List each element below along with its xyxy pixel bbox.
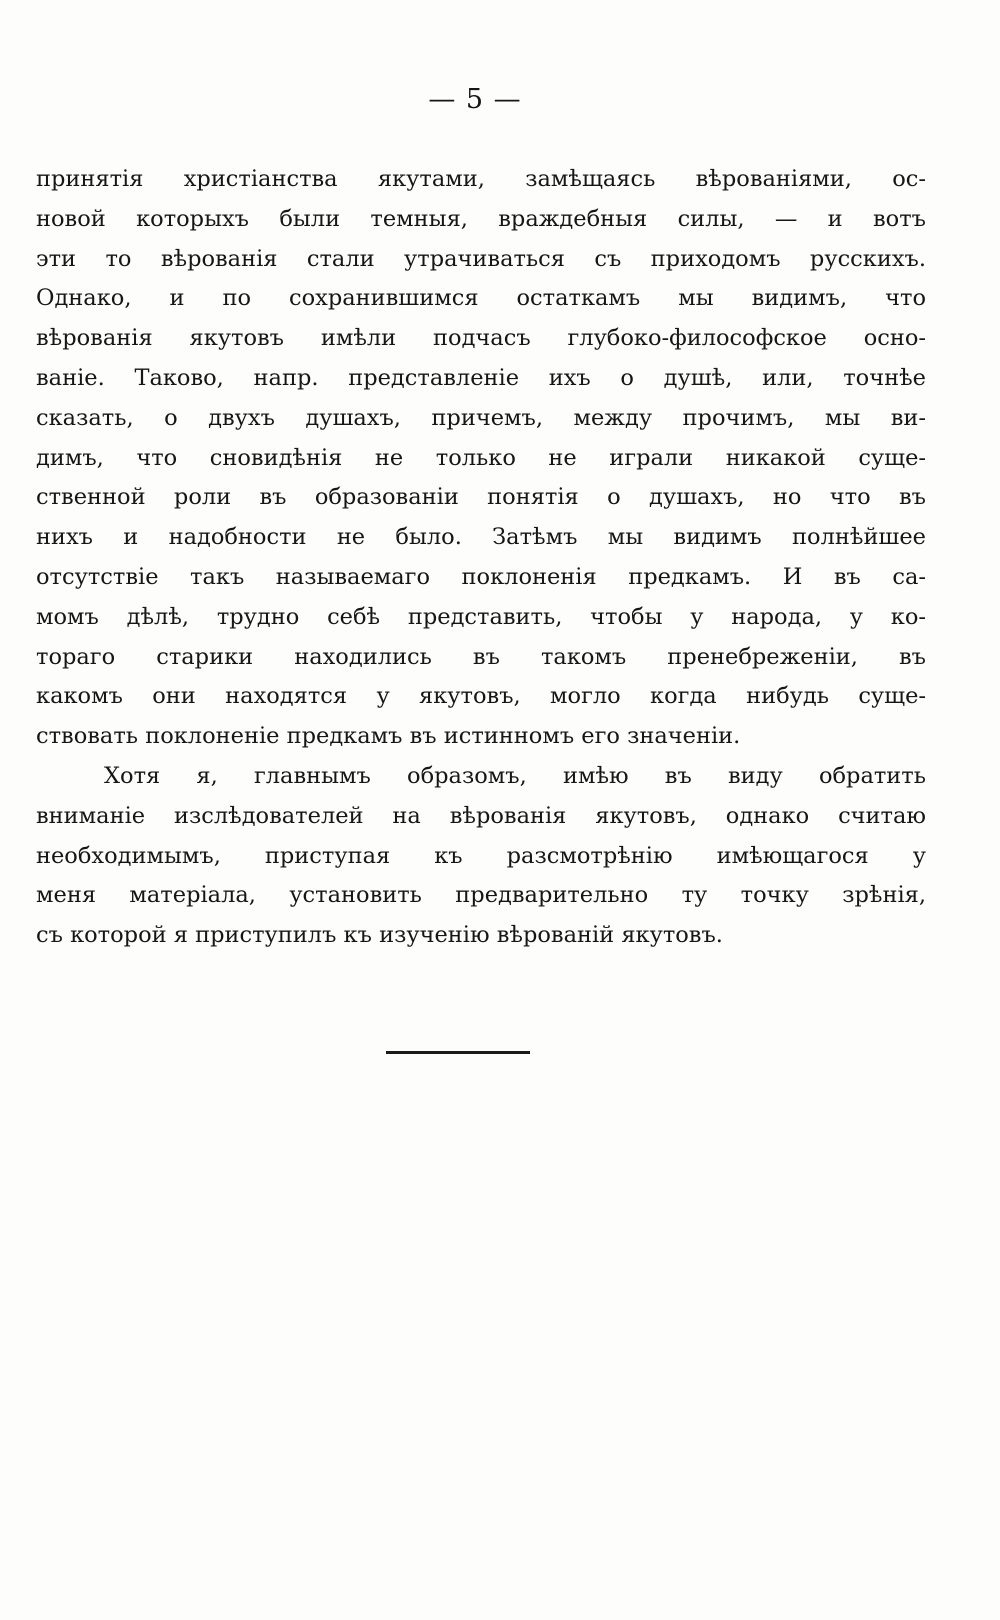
section-end-rule xyxy=(386,1051,530,1054)
text-line: димъ, что сновидѣнія не только не играли никакой суще- xyxy=(36,444,926,471)
page-number: — 5 — xyxy=(428,84,522,115)
text-line: Хотя я, главнымъ образомъ, имѣю въ виду обратить xyxy=(104,762,926,789)
text-line: вѣрованія якутовъ имѣли подчасъ глубоко-философское осно- xyxy=(36,325,926,352)
text-line: съ которой я приступилъ къ изученію вѣрованій якутовъ. xyxy=(36,922,723,949)
text-line: эти то вѣрованія стали утрачиваться съ приходомъ русскихъ. xyxy=(36,245,926,272)
text-line: меня матеріала, установить предварительно ту точку зрѣнія, xyxy=(36,882,926,909)
text-line: тораго старики находились въ такомъ пренебреженіи, въ xyxy=(36,643,926,670)
body-text xyxy=(36,160,926,956)
text-line: принятія христіанства якутами, замѣщаясь вѣрованіями, ос- xyxy=(36,166,926,192)
text-line: какомъ они находятся у якутовъ, могло когда нибудь суще- xyxy=(36,683,926,710)
text-line: Однако, и по сохранившимся остаткамъ мы видимъ, что xyxy=(36,285,926,312)
text-line: ваніе. Таково, напр. представленіе ихъ о душѣ, или, точнѣе xyxy=(36,364,926,391)
text-line: необходимымъ, приступая къ разсмотрѣнію имѣющагося у xyxy=(36,842,926,869)
text-line: отсутствіе такъ называемаго поклоненія предкамъ. И въ са- xyxy=(36,563,926,590)
text-line: сказать, о двухъ душахъ, причемъ, между прочимъ, мы ви- xyxy=(36,404,926,431)
text-line: нихъ и надобности не было. Затѣмъ мы видимъ полнѣйшее xyxy=(36,524,926,551)
text-line: новой которыхъ были темныя, враждебныя силы, — и вотъ xyxy=(36,205,926,232)
text-line: ственной роли въ образованіи понятія о душахъ, но что въ xyxy=(36,484,926,511)
text-line: вниманіе изслѣдователей на вѣрованія якутовъ, однако считаю xyxy=(36,802,926,829)
text-line: момъ дѣлѣ, трудно себѣ представить, чтобы у народа, у ко- xyxy=(36,603,926,630)
text-line: ствовать поклоненіе предкамъ въ истинномъ его значеніи. xyxy=(36,723,741,750)
